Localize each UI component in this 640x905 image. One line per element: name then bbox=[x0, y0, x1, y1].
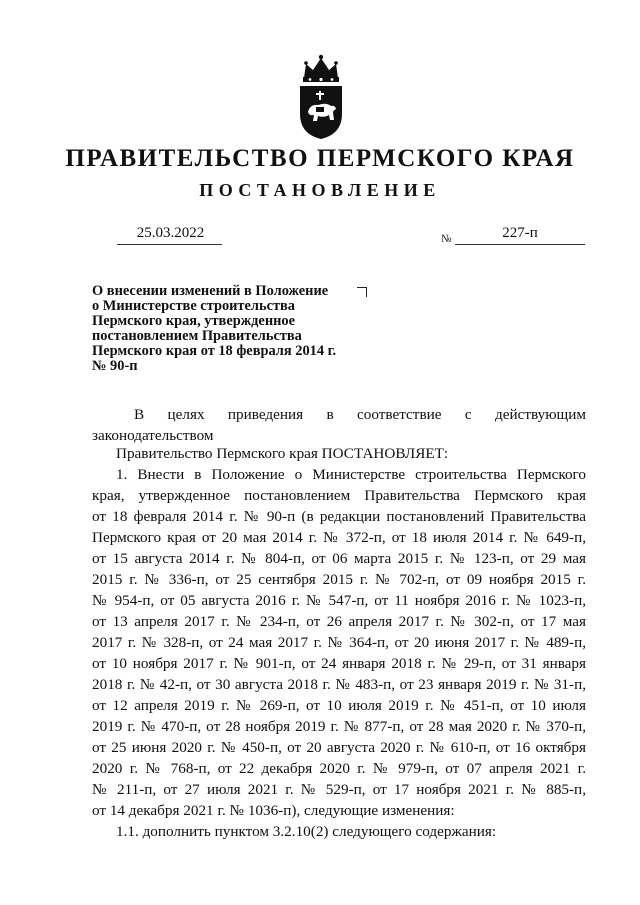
document-type: ПОСТАНОВЛЕНИЕ bbox=[199, 180, 441, 200]
body-line: от 12 апреля 2019 г. № 269-п, от 10 июля 2019 г. № 451-п, от 10 июля bbox=[92, 697, 586, 714]
number-underline bbox=[455, 244, 585, 245]
body-line: Пермского края от 20 мая 2014 г. № 372-п, от 18 июля 2014 г. № 649-п, bbox=[92, 529, 586, 546]
body-line: Правительство Пермского края ПОСТАНОВЛЯЕТ: bbox=[116, 445, 449, 462]
number-label: № bbox=[441, 233, 452, 245]
body-line: № 954-п, от 05 августа 2016 г. № 547-п, от 11 ноября 2016 г. № 1023-п, bbox=[92, 592, 586, 609]
body-line: 2017 г. № 328-п, от 24 мая 2017 г. № 364-п, от 20 июня 2017 г. № 489-п, bbox=[92, 634, 586, 651]
date-underline bbox=[117, 244, 222, 245]
body-line: от 15 августа 2014 г. № 804-п, от 06 марта 2015 г. № 123-п, от 29 мая bbox=[92, 550, 586, 567]
subject-line: Пермского края, утвержденное bbox=[92, 313, 295, 329]
government-title: ПРАВИТЕЛЬСТВО ПЕРМСКОГО КРАЯ bbox=[65, 145, 575, 172]
body-line: 2019 г. № 470-п, от 28 ноября 2019 г. № 877-п, от 28 мая 2020 г. № 370-п, bbox=[92, 718, 586, 735]
body-line: от 13 апреля 2017 г. № 234-п, от 26 апреля 2017 г. № 302-п, от 17 мая bbox=[92, 613, 586, 630]
body-line: 2015 г. № 336-п, от 25 сентября 2015 г. № 702-п, от 09 ноября 2015 г. bbox=[92, 571, 586, 588]
body-line: от 18 февраля 2014 г. № 90-п (в редакции постановлений Правительства bbox=[92, 508, 586, 525]
document-date: 25.03.2022 bbox=[136, 225, 205, 241]
document-subject bbox=[92, 284, 362, 374]
body-line: края, утвержденное постановлением Правительства Пермского края bbox=[92, 487, 586, 504]
coat-of-arms-icon bbox=[296, 52, 346, 140]
document-number: 227-п bbox=[502, 225, 538, 241]
subject-line: постановлением Правительства bbox=[92, 328, 302, 344]
body-line: 2018 г. № 42-п, от 30 августа 2018 г. № 483-п, от 23 января 2019 г. № 31-п, bbox=[92, 676, 586, 693]
subject-line: о Министерстве строительства bbox=[92, 298, 295, 314]
body-line: В целях приведения в соответствие с действующим bbox=[134, 406, 586, 423]
subject-line: Пермского края от 18 февраля 2014 г. bbox=[92, 343, 337, 359]
body-line: 1.1. дополнить пунктом 3.2.10(2) следующего содержания: bbox=[116, 823, 497, 840]
body-line: от 10 ноября 2017 г. № 901-п, от 24 января 2018 г. № 29-п, от 31 января bbox=[92, 655, 586, 672]
body-line: 1. Внести в Положение о Министерстве строительства Пермского bbox=[116, 466, 586, 483]
subject-line: О внесении изменений в Положение bbox=[92, 283, 329, 299]
body-line: № 211-п, от 27 июля 2021 г. № 529-п, от 17 ноября 2021 г. № 885-п, bbox=[92, 781, 586, 798]
body-line: от 14 декабря 2021 г. № 1036-п), следующие изменения: bbox=[92, 802, 455, 819]
body-line: законодательством bbox=[92, 427, 214, 444]
body-line: от 25 июня 2020 г. № 450-п, от 20 августа 2020 г. № 610-п, от 16 октября bbox=[92, 739, 586, 756]
subject-corner-mark bbox=[357, 287, 367, 297]
subject-line: № 90-п bbox=[92, 358, 138, 374]
body-line: 2020 г. № 768-п, от 22 декабря 2020 г. № 979-п, от 07 апреля 2021 г. bbox=[92, 760, 586, 777]
